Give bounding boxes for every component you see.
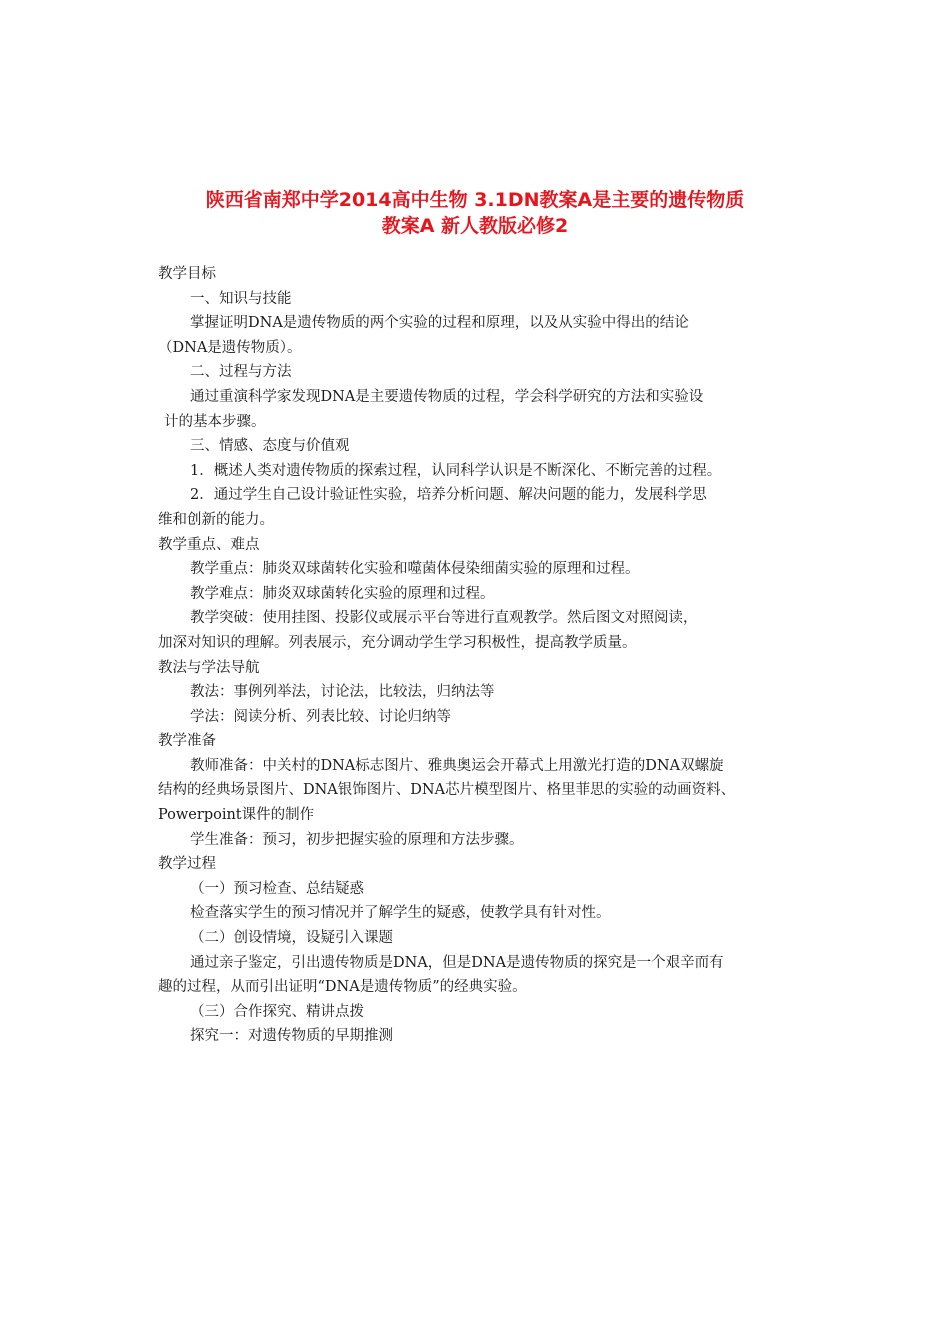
body-line: （DNA是遗传物质）。: [158, 339, 302, 356]
body-line: 掌握证明DNA是遗传物质的两个实验的过程和原理，以及从实验中得出的结论: [190, 315, 689, 332]
body-line: 结构的经典场景图片、DNA银饰图片、DNA芯片模型图片、格里菲思的实验的动画资料、: [158, 782, 736, 799]
body-line: 通过重演科学家发现DNA是主要遗传物质的过程，学会科学研究的方法和实验设: [190, 388, 704, 405]
body-line: 学法：阅读分析、列表比较、讨论归纳等: [190, 708, 451, 725]
document-body: [158, 262, 798, 1049]
body-line: 教学重点：肺炎双球菌转化实验和噬菌体侵染细菌实验的原理和过程。: [190, 561, 640, 578]
body-line: 检查落实学生的预习情况并了解学生的疑惑，使教学具有针对性。: [190, 905, 611, 922]
body-line: 加深对知识的理解。列表展示，充分调动学生学习积极性，提高教学质量。: [158, 634, 637, 651]
body-line: 2．通过学生自己设计验证性实验，培养分析问题、解决问题的能力，发展科学思: [190, 487, 707, 504]
body-line: 维和创新的能力。: [158, 511, 274, 528]
body-line: （二）创设情境，设疑引入课题: [190, 930, 393, 947]
body-line: 教学过程: [158, 856, 216, 873]
body-line: 通过亲子鉴定，引出遗传物质是DNA，但是DNA是遗传物质的探究是一个艰辛而有: [190, 954, 724, 971]
body-line: 趣的过程，从而引出证明“DNA是遗传物质”的经典实验。: [158, 979, 527, 996]
body-line: 计的基本步骤。: [164, 413, 266, 430]
body-line: 教法与学法导航: [158, 659, 260, 676]
body-line: 一、知识与技能: [190, 290, 292, 307]
body-line: 教法：事例列举法，讨论法，比较法，归纳法等: [190, 684, 495, 701]
body-line: 1．概述人类对遗传物质的探索过程，认同科学认识是不断深化、不断完善的过程。: [190, 462, 722, 479]
document-title-line-2: 教案A 新人教版必修2: [381, 215, 569, 237]
body-line: 探究一：对遗传物质的早期推测: [190, 1028, 393, 1045]
body-line: 教学突破：使用挂图、投影仪或展示平台等进行直观教学。然后图文对照阅读，: [190, 610, 698, 627]
body-line: 教学重点、难点: [158, 536, 260, 553]
body-line: 教师准备：中关村的DNA标志图片、雅典奥运会开幕式上用激光打造的DNA双螺旋: [190, 757, 724, 774]
body-line: 学生准备：预习，初步把握实验的原理和方法步骤。: [190, 831, 524, 848]
body-line: Powerpoint课件的制作: [158, 807, 315, 824]
document-title-line-1: 陕西省南郑中学2014高中生物 3.1DN教案A是主要的遗传物质: [205, 189, 745, 211]
body-line: （一）预习检查、总结疑惑: [190, 880, 364, 897]
body-line: 教学难点：肺炎双球菌转化实验的原理和过程。: [190, 585, 495, 602]
body-line: 二、过程与方法: [190, 364, 292, 381]
body-line: 教学目标: [158, 266, 216, 282]
body-line: （三）合作探究、精讲点拨: [190, 1003, 364, 1020]
body-line: 教学准备: [158, 733, 216, 750]
body-line: 三、情感、态度与价值观: [190, 438, 350, 455]
